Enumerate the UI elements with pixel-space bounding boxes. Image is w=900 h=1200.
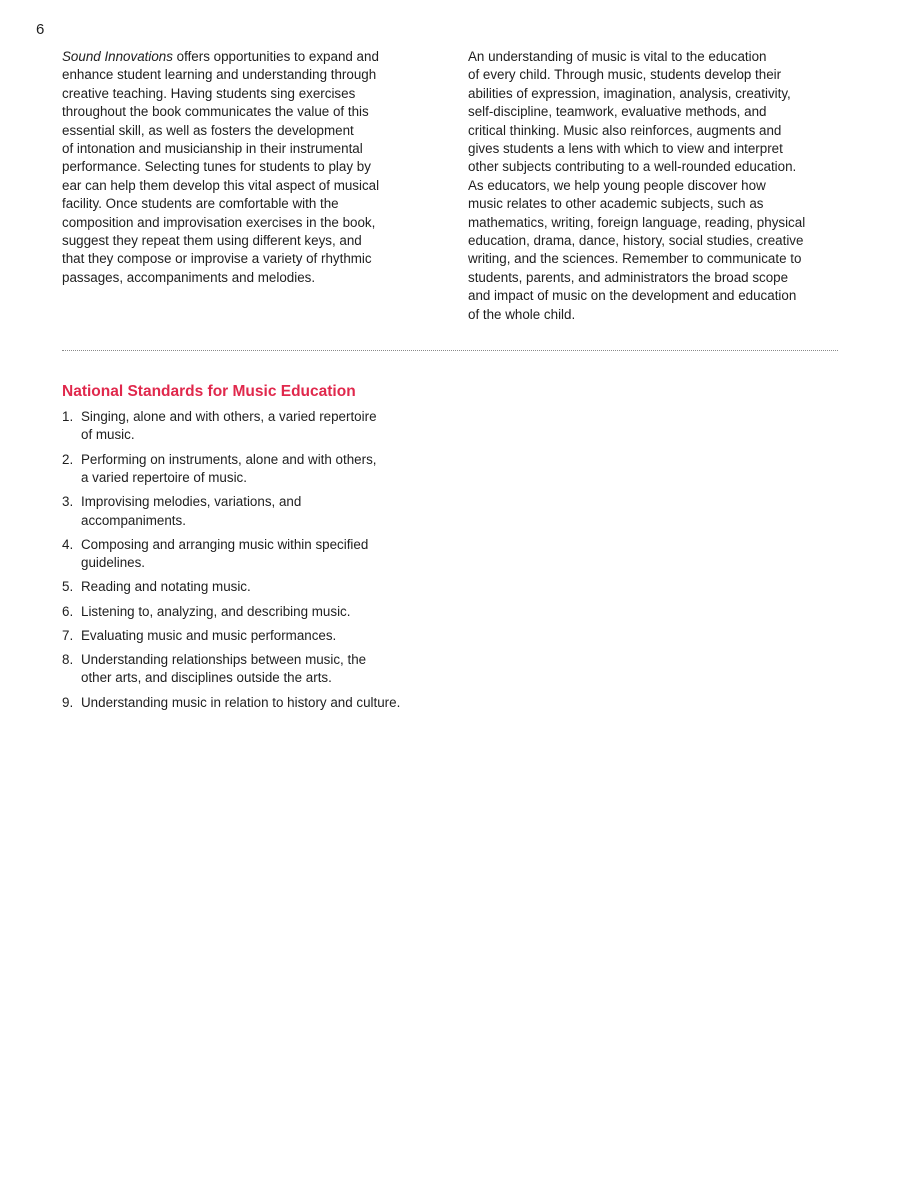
item-number: 8. [62, 652, 74, 668]
right-line: other subjects contributing to a well-rounded education. [468, 159, 797, 175]
left-paragraph [62, 48, 422, 287]
left-line: that they compose or improvise a variety of rhythmic [62, 251, 372, 267]
standards-list-item [62, 451, 462, 488]
right-line: self-discipline, teamwork, evaluative methods, and [468, 104, 767, 120]
right-line: and impact of music on the development and education [468, 288, 797, 304]
item-number: 3. [62, 494, 74, 510]
item-text: Evaluating music and music performances. [81, 627, 337, 643]
page-number: 6 [36, 21, 45, 38]
item-text: of music. [81, 427, 135, 443]
standards-list-item [62, 578, 462, 596]
standards-list-item [62, 408, 462, 445]
item-number: 5. [62, 579, 74, 595]
right-line: gives students a lens with which to view and interpret [468, 141, 783, 157]
standards-list-item [62, 493, 462, 530]
right-line: students, parents, and administrators the broad scope [468, 269, 789, 285]
standards-list-item [62, 603, 462, 621]
item-number: 2. [62, 451, 74, 467]
item-text: Singing, alone and with others, a varied repertoire [81, 409, 377, 424]
item-text: a varied repertoire of music. [81, 470, 247, 486]
item-number: 7. [62, 627, 74, 643]
standards-list-item [62, 536, 462, 573]
item-text: Performing on instruments, alone and with others, [81, 451, 377, 467]
item-text: Understanding music in relation to history and culture. [81, 694, 401, 710]
intro-column-right [468, 48, 842, 324]
left-line: of intonation and musicianship in their instrumental [62, 141, 363, 157]
item-text: Reading and notating music. [81, 579, 251, 595]
left-line: composition and improvisation exercises in the book, [62, 214, 376, 230]
right-line: of the whole child. [468, 306, 576, 322]
right-line: critical thinking. Music also reinforces, augments and [468, 122, 782, 138]
book-title: Sound Innovations [62, 49, 173, 64]
item-number: 6. [62, 603, 74, 619]
left-line: throughout the book communicates the value of this [62, 104, 369, 120]
left-line: facility. Once students are comfortable with the [62, 196, 339, 212]
item-text: Improvising melodies, variations, and [81, 494, 302, 510]
right-line: music relates to other academic subjects, such as [468, 196, 764, 212]
item-text: guidelines. [81, 555, 146, 571]
item-text: Listening to, analyzing, and describing music. [81, 603, 351, 619]
right-line: abilities of expression, imagination, analysis, creativity, [468, 85, 791, 101]
standards-heading: National Standards for Music Education [62, 383, 356, 400]
standards-list-item [62, 627, 462, 645]
left-line: suggest they repeat them using different keys, and [62, 233, 362, 249]
left-line: ear can help them develop this vital aspect of musical [62, 177, 380, 193]
left-line: performance. Selecting tunes for students to play by [62, 159, 371, 175]
right-paragraph [468, 48, 842, 324]
section-divider [62, 350, 838, 351]
left-line: passages, accompaniments and melodies. [62, 269, 316, 285]
right-line: writing, and the sciences. Remember to communicate to [468, 251, 802, 267]
item-text: other arts, and disciplines outside the arts. [81, 670, 332, 686]
standards-list-item [62, 694, 462, 712]
right-line: education, drama, dance, history, social studies, creative [468, 233, 804, 249]
right-line: mathematics, writing, foreign language, reading, physical [468, 214, 806, 230]
left-line-0 [62, 48, 422, 66]
item-number: 9. [62, 694, 74, 710]
item-text: Understanding relationships between music, the [81, 652, 367, 668]
item-number: 1. [62, 409, 74, 424]
left-line-0-rest: offers opportunities to expand and [172, 49, 379, 64]
right-line: of every child. Through music, students develop their [468, 67, 782, 83]
left-line: enhance student learning and understanding through [62, 67, 377, 83]
item-text: accompaniments. [81, 512, 186, 528]
right-line: An understanding of music is vital to the education [468, 49, 767, 64]
standards-list-item [62, 651, 462, 688]
standards-list [62, 408, 462, 718]
left-line: essential skill, as well as fosters the development [62, 122, 354, 138]
intro-column-left [62, 48, 422, 287]
right-line: As educators, we help young people discover how [468, 177, 766, 193]
left-line: creative teaching. Having students sing exercises [62, 85, 356, 101]
item-text: Composing and arranging music within specified [81, 536, 369, 552]
item-number: 4. [62, 536, 74, 552]
